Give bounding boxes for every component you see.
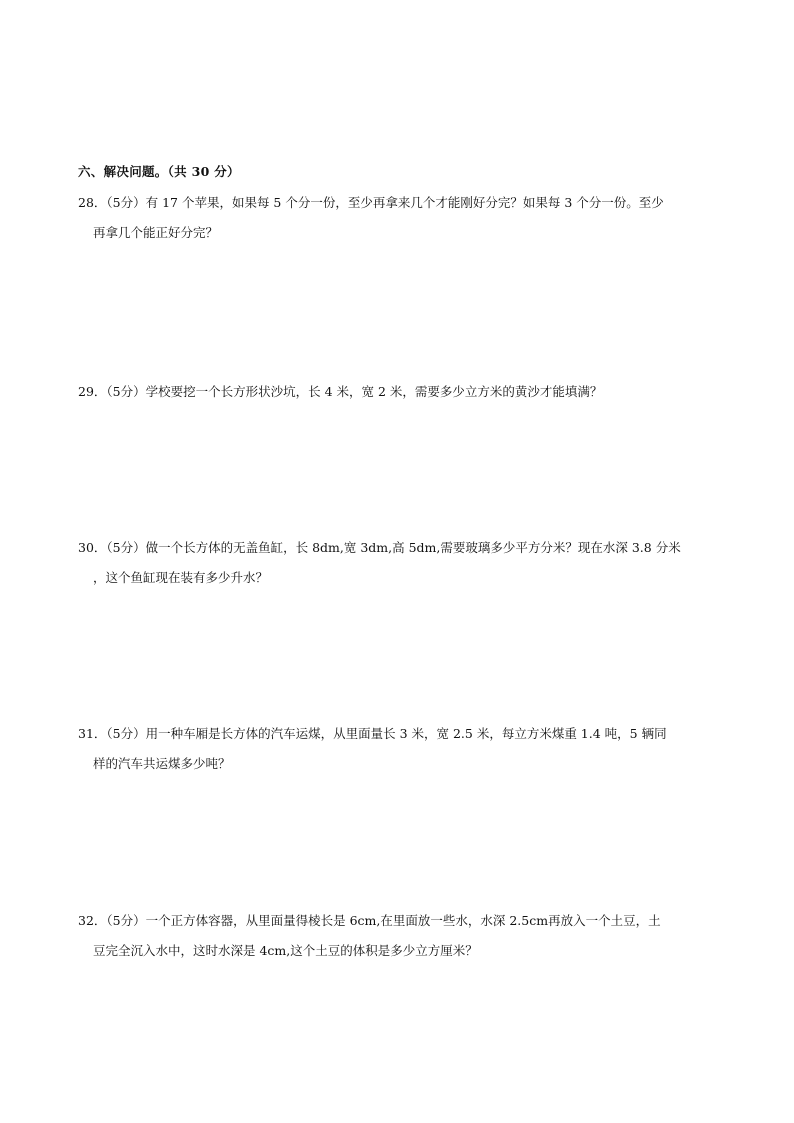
question-31-line-1: 31．（5分）用一种车厢是长方体的汽车运煤，从里面量长 3 米，宽 2.5 米，每立方米煤重 1.4 吨，5 辆同 — [78, 726, 667, 741]
question-28 — [78, 188, 723, 248]
question-32-line-2: 豆完全沉入水中，这时水深是 4cm,这个土豆的体积是多少立方厘米？ — [93, 943, 478, 958]
question-30-line-2: ，这个鱼缸现在装有多少升水？ — [93, 570, 269, 585]
question-31-line-2: 样的汽车共运煤多少吨？ — [93, 756, 231, 771]
question-30 — [78, 533, 723, 593]
question-29-line-1: 29．（5分）学校要挖一个长方形状沙坑，长 4 米，宽 2 米，需要多少立方米的黄沙才能填满？ — [78, 384, 603, 399]
question-28-line-2: 再拿几个能正好分完？ — [93, 225, 219, 240]
question-32 — [78, 906, 723, 966]
question-29 — [78, 377, 723, 407]
question-32-line-1: 32．（5分）一个正方体容器，从里面量得棱长是 6cm,在里面放一些水，水深 2.5cm再放入一个土豆，土 — [78, 913, 661, 928]
question-30-line-1: 30．（5分）做一个长方体的无盖鱼缸，长 8dm,宽 3dm,高 5dm,需要玻璃多少平方分米？现在水深 3.8 分米 — [78, 540, 681, 555]
question-31 — [78, 719, 723, 779]
question-28-line-1: 28．（5分）有 17 个苹果，如果每 5 个分一份，至少再拿来几个才能刚好分完？如果每 3 个分一份。至少 — [78, 195, 664, 210]
section-heading: 六、解决问题。（共 30 分） — [78, 164, 240, 179]
